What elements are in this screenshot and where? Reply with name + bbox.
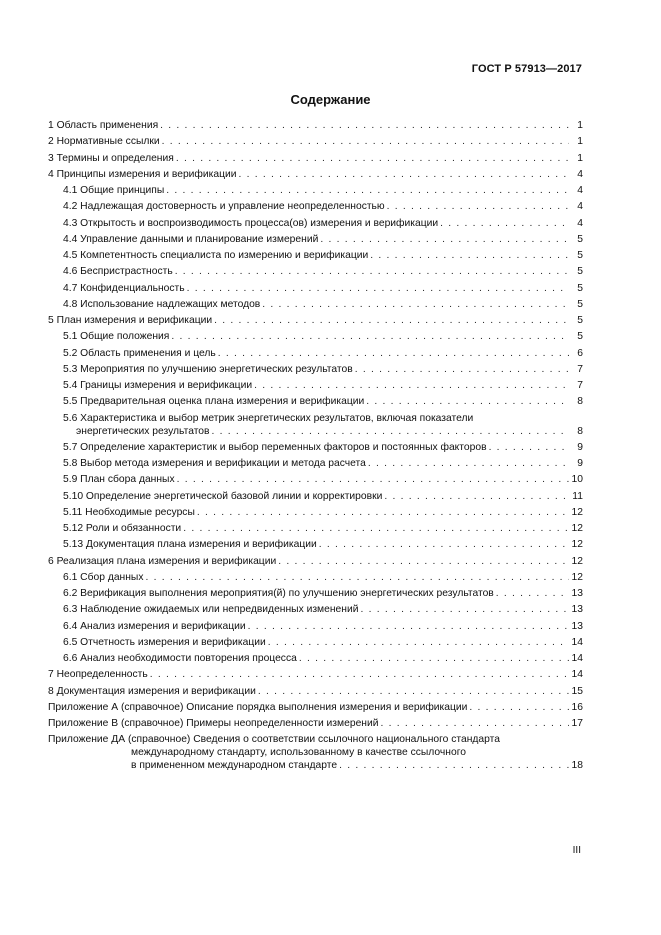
toc-entry[interactable] — [48, 200, 583, 213]
toc-entry[interactable] — [48, 379, 583, 392]
dot-leader — [355, 363, 569, 376]
dot-leader — [150, 668, 569, 681]
toc-entry-page: 4 — [577, 201, 583, 213]
toc-entry[interactable] — [48, 538, 583, 551]
toc-entry-page: 5 — [577, 266, 583, 278]
toc-entry[interactable] — [48, 330, 583, 343]
toc-entry-page: 15 — [571, 685, 583, 697]
dot-leader — [162, 135, 569, 148]
toc-entry-page: 12 — [571, 571, 583, 583]
toc-entry-page: 7 — [577, 363, 583, 375]
toc-entry-text: 5.2 Область применения и цель — [63, 347, 216, 359]
dot-leader — [175, 265, 569, 278]
toc-entry[interactable] — [48, 587, 583, 600]
toc-entry-page: 5 — [577, 331, 583, 343]
toc-entry-text: 5.5 Предварительная оценка плана измерения и верификации — [63, 396, 365, 408]
toc-entry[interactable] — [48, 265, 583, 278]
toc-entry-text: 6.4 Анализ измерения и верификации — [63, 620, 246, 632]
dot-leader — [212, 425, 569, 438]
toc-entry[interactable] — [48, 233, 583, 246]
dot-leader — [440, 217, 569, 230]
toc-entry[interactable] — [48, 555, 583, 568]
toc-entry[interactable] — [48, 119, 583, 132]
toc-entry[interactable] — [48, 184, 583, 197]
toc-entry-text: 4.4 Управление данными и планирование измерений — [63, 233, 319, 245]
toc-entry-text-continued: энергетических результатов — [76, 425, 210, 437]
toc-entry[interactable] — [48, 314, 583, 327]
toc-entry-page: 7 — [577, 380, 583, 391]
toc-entry-page: 1 — [577, 120, 583, 131]
dot-leader — [380, 717, 569, 730]
toc-entry-text: 5.3 Мероприятия по улучшению энергетических результатов — [63, 363, 353, 375]
toc-entry-text: 4.3 Открытость и воспроизводимость процесса(ов) измерения и верификации — [63, 217, 439, 229]
toc-entry-text: 2 Нормативные ссылки — [48, 136, 160, 148]
toc-entry[interactable] — [48, 620, 583, 633]
toc-entry[interactable] — [48, 282, 583, 295]
dot-leader — [248, 620, 569, 633]
toc-entry-text: Приложение А (справочное) Описание порядка выполнения измерения и верификации — [48, 701, 468, 713]
toc-entry-text: 5 План измерения и верификации — [48, 315, 213, 326]
toc-entry-text: 7 Неопределенность — [48, 669, 148, 681]
dot-leader — [370, 249, 569, 262]
toc-entry[interactable] — [48, 652, 583, 665]
dot-leader — [197, 506, 569, 519]
toc-entry[interactable] — [48, 522, 583, 535]
toc-entry-page: 17 — [571, 718, 583, 729]
toc-entry-text: 5.9 План сбора данных — [63, 474, 175, 486]
toc-entry[interactable] — [48, 395, 583, 408]
toc-entry[interactable] — [48, 571, 583, 584]
standard-code: ГОСТ Р 57913—2017 — [471, 63, 582, 75]
dot-leader — [177, 473, 569, 486]
toc-entry-text: 5.1 Общие положения — [63, 331, 170, 343]
toc-entry-page: 5 — [577, 298, 583, 310]
toc-entry-page: 13 — [571, 588, 583, 599]
toc-entry[interactable] — [48, 441, 583, 454]
toc-entry-page: 12 — [571, 555, 583, 567]
toc-entry-text: 5.12 Роли и обязанности — [63, 523, 182, 534]
toc-entry-text: 5.10 Определение энергетической базовой линии и корректировки — [63, 490, 383, 502]
toc-entry-page: 1 — [577, 136, 583, 148]
dot-leader — [214, 314, 569, 327]
toc-entry-page: 10 — [571, 474, 583, 486]
dot-leader — [339, 759, 569, 772]
toc-entry[interactable] — [48, 363, 583, 376]
toc-entry-page: 13 — [571, 604, 583, 616]
toc-entry[interactable] — [48, 603, 583, 616]
dot-leader — [183, 522, 569, 535]
page-number: III — [572, 845, 581, 856]
toc-entry-text: Приложение В (справочное) Примеры неопределенности измерений — [48, 718, 379, 729]
toc-entry-text: 4 Принципы измерения и верификации — [48, 168, 237, 180]
toc-entry-page: 13 — [571, 620, 583, 632]
dot-leader — [384, 490, 569, 503]
toc-entry-page: 6 — [577, 347, 583, 359]
toc-entry-page: 4 — [577, 168, 583, 180]
toc-entry[interactable] — [48, 412, 583, 438]
toc-entry-page: 1 — [577, 152, 583, 164]
dot-leader — [262, 298, 569, 311]
toc-entry-page: 8 — [577, 396, 583, 408]
toc-entry-page: 12 — [571, 506, 583, 518]
toc-entry-text: 5.7 Определение характеристик и выбор переменных факторов и постоянных факторов — [63, 441, 487, 453]
toc-entry-text: 6.3 Наблюдение ожидаемых или непредвиденных изменений — [63, 604, 359, 616]
toc-entry-text: 4.8 Использование надлежащих методов — [63, 298, 261, 310]
toc-entry-page: 18 — [571, 760, 583, 772]
toc-entry[interactable] — [48, 701, 583, 714]
toc-entry[interactable] — [48, 298, 583, 311]
toc-entry-page: 5 — [577, 250, 583, 261]
toc-entry-text: Приложение ДА (справочное) Сведения о соответствии ссылочного национального стандарта — [48, 734, 500, 746]
toc-entry-page: 9 — [577, 458, 583, 469]
toc-entry-page: 14 — [571, 653, 583, 664]
toc-entry-page: 12 — [571, 539, 583, 551]
toc-entry-text: 5.8 Выбор метода измерения и верификации и метода расчета — [63, 458, 366, 469]
toc-entry[interactable] — [48, 685, 583, 698]
dot-leader — [319, 538, 569, 551]
toc-entry-page: 14 — [571, 636, 583, 648]
dot-leader — [145, 571, 569, 584]
toc-entry[interactable] — [48, 168, 583, 181]
toc-entry-page: 5 — [577, 315, 583, 326]
dot-leader — [254, 379, 569, 392]
toc-entry-text: 3 Термины и определения — [48, 152, 174, 164]
dot-leader — [278, 555, 569, 568]
toc-entry-text: 1 Область применения — [48, 120, 159, 131]
toc-entry-page: 5 — [577, 233, 583, 245]
toc-title: Содержание — [290, 92, 371, 107]
toc-entry-text-continued: международному стандарту, использованному в качестве ссылочного — [131, 747, 466, 759]
toc-entry-page: 9 — [577, 441, 583, 453]
toc-entry-text: 8 Документация измерения и верификации — [48, 685, 256, 697]
toc-entry[interactable] — [48, 347, 583, 360]
dot-leader — [368, 457, 569, 470]
dot-leader — [160, 119, 569, 132]
toc-entry-text: 4.6 Беспристрастность — [63, 266, 173, 278]
dot-leader — [239, 168, 569, 181]
toc-entry-text: 5.6 Характеристика и выбор метрик энергетических результатов, включая показатели — [63, 412, 474, 424]
toc-entry[interactable] — [48, 717, 583, 730]
dot-leader — [218, 347, 569, 360]
toc-entry[interactable] — [48, 135, 583, 148]
toc-entry-text: 5.11 Необходимые ресурсы — [63, 506, 195, 518]
dot-leader — [496, 587, 569, 600]
toc-entry-text: 5.13 Документация плана измерения и верификации — [63, 539, 317, 551]
toc-entry-text-continued: в примененном международном стандарте — [131, 760, 338, 772]
dot-leader — [187, 282, 569, 295]
toc-entry-text: 6.2 Верификация выполнения мероприятия(й) по улучшению энергетических результатов — [63, 588, 494, 599]
toc-entry-text: 6.5 Отчетность измерения и верификации — [63, 636, 266, 648]
table-of-contents — [48, 119, 583, 776]
toc-entry-page: 4 — [577, 217, 583, 229]
toc-entry-text: 5.4 Границы измерения и верификации — [63, 380, 253, 391]
dot-leader — [268, 636, 569, 649]
toc-entry-text: 4.5 Компетентность специалиста по измерению и верификации — [63, 250, 369, 261]
toc-entry[interactable] — [48, 217, 583, 230]
dot-leader — [387, 200, 569, 213]
dot-leader — [469, 701, 569, 714]
dot-leader — [366, 395, 569, 408]
toc-entry-page: 5 — [577, 282, 583, 294]
toc-entry[interactable] — [48, 506, 583, 519]
toc-entry-text: 4.2 Надлежащая достоверность и управление неопределенностью — [63, 201, 385, 213]
toc-entry[interactable] — [48, 473, 583, 486]
toc-entry-page: 4 — [577, 185, 583, 196]
toc-entry[interactable] — [48, 733, 583, 772]
dot-leader — [258, 685, 569, 698]
toc-entry[interactable] — [48, 457, 583, 470]
toc-entry-text: 6.1 Сбор данных — [63, 571, 144, 583]
dot-leader — [320, 233, 569, 246]
toc-entry-page: 8 — [577, 425, 583, 437]
toc-entry-page: 11 — [572, 490, 583, 502]
dot-leader — [360, 603, 569, 616]
dot-leader — [299, 652, 569, 665]
toc-entry-text: 6 Реализация плана измерения и верификации — [48, 555, 277, 567]
dot-leader — [176, 152, 569, 165]
dot-leader — [166, 184, 569, 197]
toc-entry[interactable] — [48, 152, 583, 165]
toc-entry-page: 16 — [571, 701, 583, 713]
toc-entry-page: 12 — [571, 523, 583, 534]
toc-entry[interactable] — [48, 668, 583, 681]
toc-entry[interactable] — [48, 636, 583, 649]
toc-entry-text: 6.6 Анализ необходимости повторения процесса — [63, 653, 297, 664]
toc-entry-page: 14 — [571, 669, 583, 681]
toc-entry[interactable] — [48, 249, 583, 262]
dot-leader — [171, 330, 569, 343]
toc-entry-text: 4.1 Общие принципы — [63, 185, 165, 196]
dot-leader — [489, 441, 569, 454]
toc-entry[interactable] — [48, 490, 583, 503]
toc-entry-text: 4.7 Конфиденциальность — [63, 282, 185, 294]
